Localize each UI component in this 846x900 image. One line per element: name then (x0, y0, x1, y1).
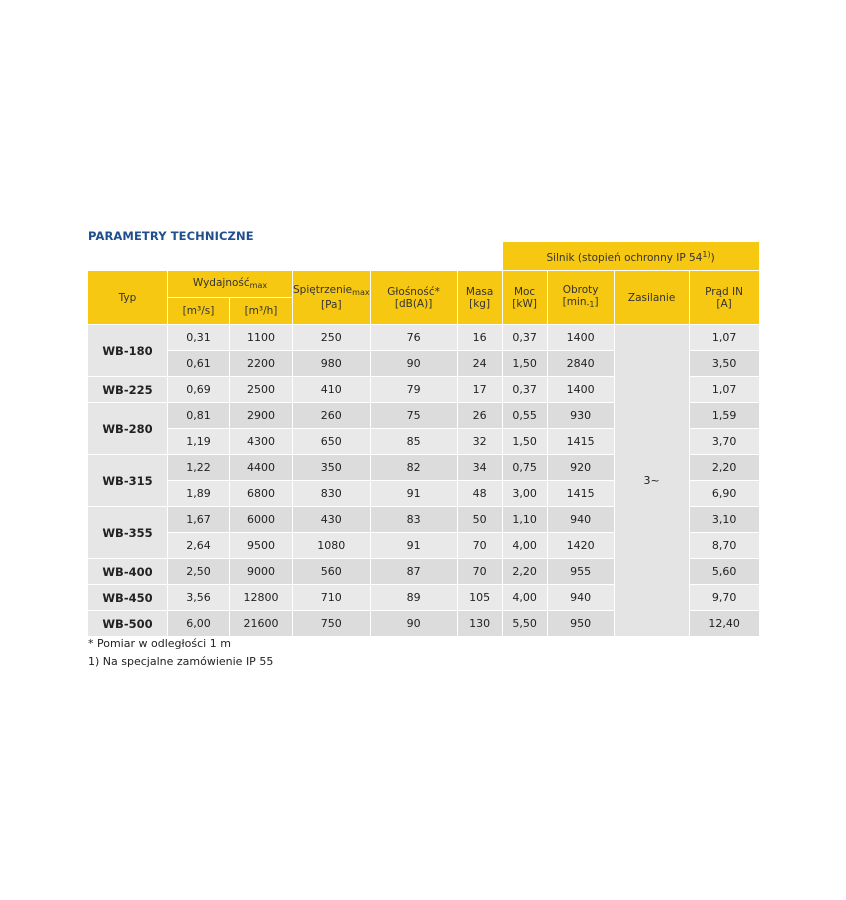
type-cell: WB-355 (88, 507, 168, 559)
data-cell: 8,70 (690, 533, 760, 559)
data-cell: 920 (548, 455, 615, 481)
data-cell: 4400 (230, 455, 293, 481)
m3h-header: [m³/h] (230, 298, 293, 325)
data-cell: 21600 (230, 611, 293, 637)
data-cell: 1,59 (690, 403, 760, 429)
data-cell: 9500 (230, 533, 293, 559)
data-cell: 2,64 (168, 533, 230, 559)
data-cell: 1415 (548, 429, 615, 455)
silnik-header: Silnik (stopień ochronny IP 54$^{1)}$) (503, 242, 760, 271)
data-cell: 0,37 (503, 377, 548, 403)
data-cell: 3,50 (690, 351, 760, 377)
data-cell: 1,50 (503, 351, 548, 377)
data-cell: 85 (371, 429, 458, 455)
data-cell: 6,00 (168, 611, 230, 637)
prad-header: Prąd IN [A] (690, 271, 760, 325)
data-cell: 1,89 (168, 481, 230, 507)
data-cell: 0,31 (168, 325, 230, 351)
data-cell: 24 (458, 351, 503, 377)
data-cell: 260 (293, 403, 371, 429)
data-cell: 105 (458, 585, 503, 611)
data-cell: 1100 (230, 325, 293, 351)
type-cell: WB-280 (88, 403, 168, 455)
data-cell: 4,00 (503, 533, 548, 559)
footnote-ip55: 1) Na specjalne zamówienie IP 55 (88, 655, 274, 668)
zasilanie-header: Zasilanie (615, 271, 690, 325)
data-cell: 9,70 (690, 585, 760, 611)
data-cell: 1,19 (168, 429, 230, 455)
data-cell: 5,60 (690, 559, 760, 585)
table-row (88, 325, 760, 351)
data-cell: 940 (548, 507, 615, 533)
data-cell: 83 (371, 507, 458, 533)
data-cell: 1,07 (690, 377, 760, 403)
data-cell: 0,75 (503, 455, 548, 481)
data-cell: 16 (458, 325, 503, 351)
data-cell: 6000 (230, 507, 293, 533)
data-cell: 17 (458, 377, 503, 403)
glosnosc-header: Głośność* [dB(A)] (371, 271, 458, 325)
data-cell: 955 (548, 559, 615, 585)
data-cell: 0,55 (503, 403, 548, 429)
obroty-header: Obroty $[\min_{-1}]$ (548, 271, 615, 325)
data-cell: 70 (458, 559, 503, 585)
data-cell: 650 (293, 429, 371, 455)
moc-header: Moc [kW] (503, 271, 548, 325)
data-cell: 1,22 (168, 455, 230, 481)
data-cell: 90 (371, 351, 458, 377)
data-cell: 0,37 (503, 325, 548, 351)
data-cell: 3,10 (690, 507, 760, 533)
data-cell: 980 (293, 351, 371, 377)
section-title: PARAMETRY TECHNICZNE (88, 229, 254, 243)
data-cell: 34 (458, 455, 503, 481)
type-cell: WB-500 (88, 611, 168, 637)
data-cell: 0,69 (168, 377, 230, 403)
data-cell: 50 (458, 507, 503, 533)
type-cell: WB-450 (88, 585, 168, 611)
data-cell: 12,40 (690, 611, 760, 637)
data-cell: 250 (293, 325, 371, 351)
data-cell: 70 (458, 533, 503, 559)
data-cell: 940 (548, 585, 615, 611)
data-cell: 2900 (230, 403, 293, 429)
data-cell: 2,20 (503, 559, 548, 585)
data-cell: 48 (458, 481, 503, 507)
m3s-header: [m³/s] (168, 298, 230, 325)
data-cell: 0,61 (168, 351, 230, 377)
data-cell: 2,50 (168, 559, 230, 585)
technical-parameters-table (88, 242, 760, 637)
type-cell: WB-225 (88, 377, 168, 403)
data-cell: 5,50 (503, 611, 548, 637)
data-cell: 2500 (230, 377, 293, 403)
typ-header: Typ (88, 271, 168, 325)
data-cell: 2840 (548, 351, 615, 377)
data-cell: 4,00 (503, 585, 548, 611)
data-cell: 130 (458, 611, 503, 637)
data-cell: 750 (293, 611, 371, 637)
data-cell: 1,50 (503, 429, 548, 455)
masa-header: Masa [kg] (458, 271, 503, 325)
data-cell: 91 (371, 533, 458, 559)
data-cell: 6800 (230, 481, 293, 507)
zasilanie-cell: 3~ (615, 325, 690, 637)
data-cell: 1415 (548, 481, 615, 507)
data-cell: 430 (293, 507, 371, 533)
data-cell: 950 (548, 611, 615, 637)
data-cell: 710 (293, 585, 371, 611)
spietrzenie-header: Spiętrzenie$_{max}$ [Pa] (293, 271, 371, 325)
data-cell: 90 (371, 611, 458, 637)
footnote-measurement: * Pomiar w odległości 1 m (88, 637, 231, 650)
wydajnosc-header: Wydajność$_{max}$ (168, 271, 293, 298)
data-cell: 1400 (548, 377, 615, 403)
data-cell: 91 (371, 481, 458, 507)
type-cell: WB-400 (88, 559, 168, 585)
data-cell: 4300 (230, 429, 293, 455)
type-cell: WB-315 (88, 455, 168, 507)
data-cell: 2200 (230, 351, 293, 377)
data-cell: 560 (293, 559, 371, 585)
data-cell: 1,07 (690, 325, 760, 351)
data-cell: 1080 (293, 533, 371, 559)
data-cell: 830 (293, 481, 371, 507)
data-cell: 9000 (230, 559, 293, 585)
data-cell: 87 (371, 559, 458, 585)
data-cell: 79 (371, 377, 458, 403)
data-cell: 32 (458, 429, 503, 455)
data-cell: 410 (293, 377, 371, 403)
data-cell: 75 (371, 403, 458, 429)
data-cell: 3,00 (503, 481, 548, 507)
data-cell: 89 (371, 585, 458, 611)
data-cell: 1,67 (168, 507, 230, 533)
data-cell: 0,81 (168, 403, 230, 429)
data-cell: 3,70 (690, 429, 760, 455)
data-cell: 3,56 (168, 585, 230, 611)
data-cell: 350 (293, 455, 371, 481)
data-cell: 82 (371, 455, 458, 481)
data-cell: 1420 (548, 533, 615, 559)
data-cell: 1,10 (503, 507, 548, 533)
data-cell: 6,90 (690, 481, 760, 507)
data-cell: 930 (548, 403, 615, 429)
type-cell: WB-180 (88, 325, 168, 377)
data-cell: 12800 (230, 585, 293, 611)
data-cell: 1400 (548, 325, 615, 351)
data-cell: 26 (458, 403, 503, 429)
data-cell: 76 (371, 325, 458, 351)
data-cell: 2,20 (690, 455, 760, 481)
